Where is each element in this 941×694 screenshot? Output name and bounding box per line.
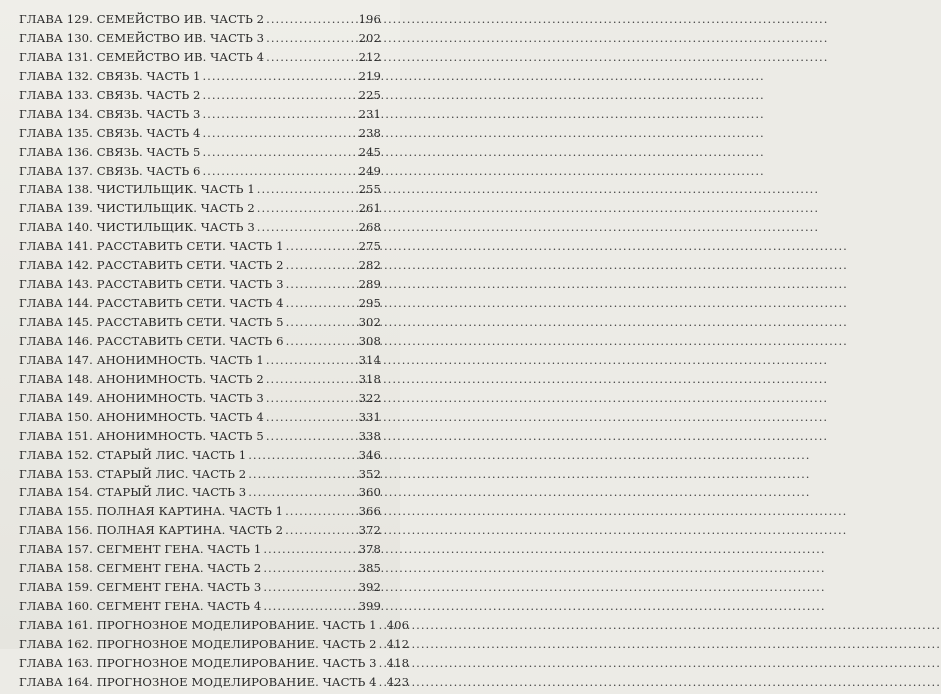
toc-dot-leader bbox=[203, 107, 357, 121]
toc-entry-page-number: 275 bbox=[358, 239, 381, 254]
toc-entry bbox=[19, 107, 381, 126]
toc-entry-page-number: 366 bbox=[358, 504, 381, 519]
toc-entry-page-number: 385 bbox=[358, 561, 381, 576]
toc-entry-page-number: 314 bbox=[358, 352, 381, 367]
toc-entry-page-number: 261 bbox=[358, 201, 381, 216]
toc-dot-leader bbox=[266, 410, 357, 424]
toc-entry bbox=[19, 561, 381, 580]
toc-dot-leader bbox=[266, 372, 357, 386]
toc-entry-title: ГЛАВА 137. СВЯЗЬ. ЧАСТЬ 6 bbox=[19, 163, 201, 178]
toc-entry-title: ГЛАВА 153. СТАРЫЙ ЛИС. ЧАСТЬ 2 bbox=[19, 466, 247, 481]
toc-dot-leader bbox=[203, 145, 357, 159]
toc-dot-leader bbox=[286, 277, 357, 291]
toc-entry-page-number: 412 bbox=[386, 636, 410, 651]
toc-dot-leader bbox=[203, 69, 357, 83]
toc-entry-page-number: 238 bbox=[358, 125, 381, 140]
toc-entry bbox=[19, 334, 381, 353]
toc-entry-title: ГЛАВА 152. СТАРЫЙ ЛИС. ЧАСТЬ 1 bbox=[19, 447, 247, 462]
toc-dot-leader bbox=[266, 50, 356, 64]
toc-entry bbox=[19, 201, 381, 220]
toc-dot-leader bbox=[285, 504, 356, 518]
toc-dot-leader bbox=[286, 334, 357, 348]
toc-entry-title: ГЛАВА 157. СЕГМЕНТ ГЕНА. ЧАСТЬ 1 bbox=[19, 542, 262, 557]
toc-entry bbox=[19, 69, 381, 88]
toc-entry bbox=[19, 580, 381, 599]
toc-dot-leader bbox=[266, 12, 356, 26]
toc-entry-title: ГЛАВА 164. ПРОГНОЗНОЕ МОДЕЛИРОВАНИЕ. ЧАСТЬ 4 bbox=[19, 674, 377, 689]
toc-dot-leader bbox=[203, 164, 357, 178]
toc-entry bbox=[19, 145, 381, 164]
toc-entry bbox=[19, 391, 381, 410]
toc-entry-page-number: 392 bbox=[358, 580, 381, 595]
toc-entry-page-number: 406 bbox=[386, 618, 410, 632]
toc-entry bbox=[19, 182, 381, 201]
toc-entry-title: ГЛАВА 150. АНОНИМНОСТЬ. ЧАСТЬ 4 bbox=[19, 409, 264, 424]
toc-entry bbox=[19, 429, 381, 448]
toc-dot-leader bbox=[266, 31, 356, 45]
toc-dot-leader bbox=[203, 126, 357, 140]
toc-entry-page-number: 338 bbox=[358, 428, 381, 443]
toc-entry bbox=[19, 618, 410, 637]
toc-dot-leader bbox=[263, 580, 356, 594]
toc-entry-title: ГЛАВА 139. ЧИСТИЛЬЩИК. ЧАСТЬ 2 bbox=[19, 201, 255, 216]
toc-entry bbox=[19, 126, 381, 145]
toc-entry-title: ГЛАВА 131. СЕМЕЙСТВО ИВ. ЧАСТЬ 4 bbox=[19, 49, 265, 64]
toc-entry-title: ГЛАВА 154. СТАРЫЙ ЛИС. ЧАСТЬ 3 bbox=[19, 485, 247, 500]
toc-entry-title: ГЛАВА 145. РАССТАВИТЬ СЕТИ. ЧАСТЬ 5 bbox=[19, 315, 284, 329]
toc-entry bbox=[19, 372, 381, 391]
toc-entry-page-number: 308 bbox=[358, 333, 381, 348]
toc-entry-page-number: 212 bbox=[358, 49, 381, 64]
toc-entry-title: ГЛАВА 155. ПОЛНАЯ КАРТИНА. ЧАСТЬ 1 bbox=[19, 504, 284, 519]
toc-entry-title: ГЛАВА 142. РАССТАВИТЬ СЕТИ. ЧАСТЬ 2 bbox=[19, 258, 284, 273]
toc-entry bbox=[19, 485, 381, 504]
toc-entry-title: ГЛАВА 135. СВЯЗЬ. ЧАСТЬ 4 bbox=[19, 125, 201, 140]
toc-entry-page-number: 249 bbox=[358, 163, 381, 178]
toc-entry bbox=[19, 542, 381, 561]
toc-dot-leader bbox=[286, 296, 357, 310]
toc-entry-title: ГЛАВА 158. СЕГМЕНТ ГЕНА. ЧАСТЬ 2 bbox=[19, 561, 262, 576]
toc-entry-page-number: 245 bbox=[358, 144, 381, 159]
toc-entry-page-number: 352 bbox=[358, 466, 381, 481]
toc-entry-page-number: 378 bbox=[358, 542, 381, 557]
toc-entry-title: ГЛАВА 156. ПОЛНАЯ КАРТИНА. ЧАСТЬ 2 bbox=[19, 523, 284, 538]
toc-dot-leader bbox=[285, 523, 356, 537]
toc-dot-leader bbox=[203, 88, 357, 102]
toc-entry bbox=[19, 523, 381, 542]
toc-entry bbox=[19, 410, 381, 429]
toc-entry-title: ГЛАВА 148. АНОНИМНОСТЬ. ЧАСТЬ 2 bbox=[19, 371, 264, 386]
toc-entry-title: ГЛАВА 140. ЧИСТИЛЬЩИК. ЧАСТЬ 3 bbox=[19, 220, 255, 235]
toc-entry-page-number: 423 bbox=[386, 674, 410, 689]
toc-entry-title: ГЛАВА 149. АНОНИМНОСТЬ. ЧАСТЬ 3 bbox=[19, 390, 264, 405]
toc-entry-page-number: 255 bbox=[358, 182, 381, 197]
toc-entry-page-number: 360 bbox=[358, 485, 381, 500]
toc-entry-page-number: 372 bbox=[358, 523, 381, 538]
toc-entry bbox=[19, 448, 381, 467]
toc-entry-title: ГЛАВА 130. СЕМЕЙСТВО ИВ. ЧАСТЬ 3 bbox=[19, 30, 265, 45]
book-page bbox=[0, 0, 410, 689]
toc-entry bbox=[19, 315, 381, 334]
toc-dot-leader bbox=[263, 561, 356, 575]
toc-dot-leader bbox=[286, 239, 357, 253]
toc-entry-title: ГЛАВА 132. СВЯЗЬ. ЧАСТЬ 1 bbox=[19, 68, 201, 83]
toc-entry bbox=[19, 31, 381, 50]
toc-dot-leader bbox=[263, 542, 356, 556]
toc-entry-page-number: 346 bbox=[358, 447, 381, 462]
toc-dot-leader bbox=[286, 258, 357, 272]
toc-entry-page-number: 202 bbox=[358, 30, 381, 45]
toc-dot-leader bbox=[286, 315, 357, 329]
toc-entry-title: ГЛАВА 160. СЕГМЕНТ ГЕНА. ЧАСТЬ 4 bbox=[19, 599, 262, 614]
toc-entry-page-number: 268 bbox=[358, 220, 381, 235]
toc-entry-title: ГЛАВА 144. РАССТАВИТЬ СЕТИ. ЧАСТЬ 4 bbox=[19, 296, 284, 311]
toc-entry-page-number: 331 bbox=[358, 409, 381, 424]
toc-entry-page-number: 196 bbox=[358, 12, 381, 26]
toc-entry-page-number: 302 bbox=[358, 315, 381, 329]
toc-entry bbox=[19, 674, 410, 694]
toc-entry-title: ГЛАВА 161. ПРОГНОЗНОЕ МОДЕЛИРОВАНИЕ. ЧАСТЬ 1 bbox=[19, 618, 377, 632]
toc-entry-page-number: 318 bbox=[358, 371, 381, 386]
toc-entry bbox=[19, 296, 381, 315]
toc-entry bbox=[19, 636, 410, 656]
toc-entry-page-number: 322 bbox=[358, 390, 381, 405]
toc-entry-title: ГЛАВА 163. ПРОГНОЗНОЕ МОДЕЛИРОВАНИЕ. ЧАСТЬ 3 bbox=[19, 655, 377, 670]
toc-dot-leader bbox=[257, 182, 357, 196]
toc-entry-title: ГЛАВА 134. СВЯЗЬ. ЧАСТЬ 3 bbox=[19, 106, 201, 121]
toc-entry bbox=[19, 277, 381, 296]
toc-entry bbox=[19, 220, 381, 239]
toc-entry bbox=[19, 467, 381, 486]
toc-entry-page-number: 399 bbox=[358, 599, 381, 614]
toc-entry bbox=[19, 655, 410, 675]
toc-entry-title: ГЛАВА 151. АНОНИМНОСТЬ. ЧАСТЬ 5 bbox=[19, 428, 264, 443]
toc-entry bbox=[19, 12, 381, 31]
toc-entry-title: ГЛАВА 133. СВЯЗЬ. ЧАСТЬ 2 bbox=[19, 87, 201, 102]
toc-dot-leader bbox=[257, 201, 357, 215]
toc-entry bbox=[19, 504, 381, 523]
toc-entry bbox=[19, 239, 381, 258]
toc-entry bbox=[19, 164, 381, 183]
toc-entry bbox=[19, 50, 381, 69]
toc-dot-leader bbox=[257, 220, 357, 234]
toc-entry-page-number: 231 bbox=[358, 106, 381, 121]
toc-entry bbox=[19, 353, 381, 372]
toc-dot-leader bbox=[248, 448, 356, 462]
toc-entry-title: ГЛАВА 136. СВЯЗЬ. ЧАСТЬ 5 bbox=[19, 144, 201, 159]
toc-entry bbox=[19, 88, 381, 107]
toc-entry-page-number: 225 bbox=[358, 87, 381, 102]
toc-entry-page-number: 418 bbox=[386, 655, 410, 670]
toc-entry-title: ГЛАВА 129. СЕМЕЙСТВО ИВ. ЧАСТЬ 2 bbox=[19, 12, 265, 26]
toc-dot-leader bbox=[248, 467, 356, 481]
toc-entry bbox=[19, 258, 381, 277]
toc-entry bbox=[19, 599, 381, 618]
toc-entry-title: ГЛАВА 143. РАССТАВИТЬ СЕТИ. ЧАСТЬ 3 bbox=[19, 277, 284, 292]
toc-entry-page-number: 219 bbox=[358, 68, 381, 83]
toc-entry-page-number: 289 bbox=[358, 277, 381, 292]
toc-dot-leader bbox=[266, 391, 357, 405]
toc-entry-title: ГЛАВА 162. ПРОГНОЗНОЕ МОДЕЛИРОВАНИЕ. ЧАСТЬ 2 bbox=[19, 636, 377, 651]
toc-entry-title: ГЛАВА 159. СЕГМЕНТ ГЕНА. ЧАСТЬ 3 bbox=[19, 580, 262, 595]
toc-entry-title: ГЛАВА 138. ЧИСТИЛЬЩИК. ЧАСТЬ 1 bbox=[19, 182, 255, 197]
toc-dot-leader bbox=[266, 429, 357, 443]
toc-dot-leader bbox=[266, 353, 357, 367]
toc-entry-page-number: 295 bbox=[358, 296, 381, 311]
toc-entry-title: ГЛАВА 146. РАССТАВИТЬ СЕТИ. ЧАСТЬ 6 bbox=[19, 333, 284, 348]
toc-entry-title: ГЛАВА 147. АНОНИМНОСТЬ. ЧАСТЬ 1 bbox=[19, 352, 264, 367]
table-of-contents bbox=[19, 12, 410, 694]
toc-entry-title: ГЛАВА 141. РАССТАВИТЬ СЕТИ. ЧАСТЬ 1 bbox=[19, 239, 284, 254]
toc-dot-leader bbox=[263, 599, 356, 613]
toc-entry-page-number: 282 bbox=[358, 258, 381, 273]
toc-dot-leader bbox=[248, 485, 356, 499]
